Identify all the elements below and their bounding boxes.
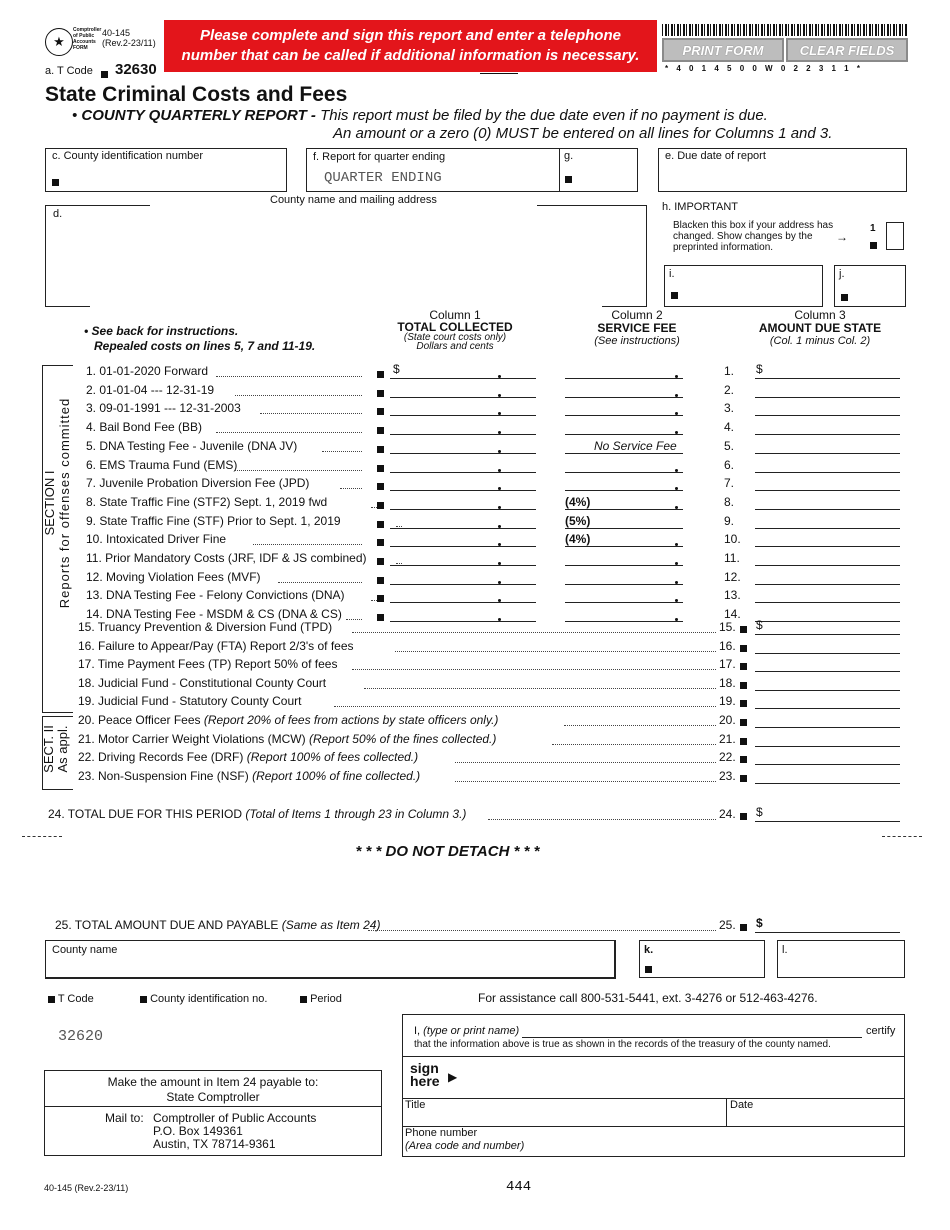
row-marker <box>740 775 747 782</box>
col2-input[interactable] <box>565 415 683 416</box>
col3-input[interactable] <box>755 746 900 747</box>
col2-input[interactable] <box>565 621 683 622</box>
mailing-label: County name and mailing address <box>270 194 437 206</box>
row-number: 17. <box>719 657 736 671</box>
row-label <box>78 639 354 653</box>
row-label <box>78 713 498 727</box>
k-label: k. <box>644 944 654 956</box>
subtitle-rest: This report must be filed by the due date even if no payment is due. <box>315 107 768 124</box>
row-number: 23. <box>719 769 736 783</box>
row-number: 9. <box>724 514 735 528</box>
col1-input[interactable] <box>390 565 536 566</box>
col2-input[interactable] <box>565 472 683 473</box>
row-label-note: (Report 20% of fees from actions by state officers only.) <box>203 713 499 727</box>
col1-input[interactable] <box>390 434 536 435</box>
title-label: Title <box>405 1099 426 1111</box>
tcode-marker <box>101 67 108 81</box>
address-changed-checkbox[interactable] <box>886 222 904 250</box>
row-marker <box>377 577 384 584</box>
row-number: 22. <box>719 750 736 764</box>
row-leader <box>334 706 716 707</box>
row-label: 9. State Traffic Fine (STF) Prior to Sept. 1, 2019 <box>86 514 341 528</box>
row-leader <box>340 488 362 489</box>
j-label: j. <box>839 268 845 280</box>
col3-input[interactable] <box>755 472 900 473</box>
row-label: 7. Juvenile Probation Diversion Fee (JPD) <box>86 476 310 490</box>
row-label: 6. EMS Trauma Fund (EMS) <box>86 458 238 472</box>
decimal-dot <box>498 431 501 434</box>
col3-input[interactable] <box>755 546 900 547</box>
col3-input[interactable] <box>755 764 900 765</box>
row-leader <box>235 470 362 471</box>
col3-input[interactable] <box>755 634 900 635</box>
row-marker <box>377 558 384 565</box>
decimal-dot <box>675 506 678 509</box>
due-date-box[interactable] <box>658 148 907 192</box>
payable-box <box>44 1070 382 1156</box>
col2-input[interactable] <box>565 602 683 603</box>
col1-input[interactable] <box>390 472 536 473</box>
period-bottom: Period <box>300 993 342 1005</box>
subtitle: • COUNTY QUARTERLY REPORT - This report must be filed by the due date even if no payment is due. <box>72 107 768 124</box>
row-label: 8. State Traffic Fine (STF2) Sept. 1, 2019 fwd <box>86 495 328 509</box>
certify-name-field[interactable] <box>522 1037 862 1038</box>
row-leader <box>346 619 362 620</box>
col3-input[interactable] <box>755 378 900 379</box>
row-marker <box>740 719 747 726</box>
county-name-box[interactable] <box>45 940 616 979</box>
row-leader <box>552 744 716 745</box>
dollar-sign: $ <box>756 362 763 376</box>
row-number: 5. <box>724 439 735 453</box>
certify-box <box>402 1014 905 1156</box>
col1-input[interactable] <box>390 453 536 454</box>
col1-input[interactable] <box>390 602 536 603</box>
row-marker <box>377 446 384 453</box>
row-marker <box>740 663 747 670</box>
col3-input[interactable] <box>755 602 900 603</box>
row-marker <box>377 614 384 621</box>
col3-header: Column 3 AMOUNT DUE STATE (Col. 1 minus Col. 2) <box>758 308 882 347</box>
col3-input[interactable] <box>755 453 900 454</box>
instruction-banner <box>164 20 657 72</box>
decimal-dot <box>675 412 678 415</box>
decimal-dot <box>498 618 501 621</box>
row-marker <box>740 626 747 633</box>
row-marker <box>377 595 384 602</box>
col2-line <box>565 453 683 454</box>
decimal-dot <box>498 599 501 602</box>
col2-note: (4%) <box>565 532 591 546</box>
col2-note: (4%) <box>565 495 591 509</box>
decimal-dot <box>498 506 501 509</box>
col2-input[interactable] <box>565 584 683 585</box>
county-name-label: County name <box>52 944 118 956</box>
col3-input[interactable] <box>755 565 900 566</box>
row-label: 1. 01-01-2020 Forward <box>86 364 209 378</box>
header-rule <box>480 73 518 74</box>
page-mark: 444 <box>506 1179 532 1195</box>
row-leader <box>278 582 362 583</box>
subtitle-line2: An amount or a zero (0) MUST be entered on all lines for Columns 1 and 3. <box>333 125 833 142</box>
row-label <box>78 769 420 783</box>
total24-input[interactable] <box>755 821 900 822</box>
address-changed-marker <box>870 238 877 252</box>
row-number: 21. <box>719 732 736 746</box>
tcode-bottom-value: 32620 <box>58 1028 104 1045</box>
row-leader <box>253 544 362 545</box>
row-label <box>78 694 301 708</box>
col2-input[interactable] <box>565 378 683 379</box>
row-label <box>78 620 332 634</box>
row-leader <box>488 819 716 820</box>
decimal-dot <box>498 450 501 453</box>
row-leader <box>395 651 716 652</box>
g-label: g. <box>564 150 574 162</box>
row-label: 14. DNA Testing Fee - MSDM & CS (DNA & CS) <box>86 607 342 621</box>
tcode-bottom: T Code <box>48 993 94 1005</box>
do-not-detach: * * * DO NOT DETACH * * * <box>355 843 540 860</box>
i-box[interactable] <box>664 265 823 307</box>
banner-line2: number that can be called if additional information is necessary. <box>181 47 640 64</box>
row-leader <box>564 725 716 726</box>
row-number: 4. <box>724 420 735 434</box>
col2-input[interactable] <box>565 490 683 491</box>
row-label-text: 15. Truancy Prevention & Diversion Fund (TPD) <box>78 620 333 634</box>
row-number: 14. <box>724 607 741 621</box>
total25-text: 25. TOTAL AMOUNT DUE AND PAYABLE <box>55 918 282 932</box>
dollar-sign: $ <box>756 916 763 930</box>
row-label: 11. Prior Mandatory Costs (JRF, IDF & JS combined) <box>86 551 367 565</box>
d-label: d. <box>53 208 63 220</box>
mail-line1: Comptroller of Public Accounts <box>153 1111 317 1125</box>
row-leader <box>455 762 716 763</box>
col3-input[interactable] <box>755 415 900 416</box>
col3-input[interactable] <box>755 653 900 654</box>
col3-input[interactable] <box>755 584 900 585</box>
row-label <box>78 657 337 671</box>
row-marker <box>377 483 384 490</box>
dollar-sign: $ <box>756 618 763 632</box>
row-number: 13. <box>724 588 741 602</box>
sign-arrow-icon: ▶ <box>448 1070 458 1084</box>
instructions-line1: • See back for instructions. <box>84 324 239 338</box>
j-box[interactable] <box>834 265 906 307</box>
row-marker <box>377 502 384 509</box>
mail-line3: Austin, TX 78714-9361 <box>153 1137 276 1151</box>
row-label: 12. Moving Violation Fees (MVF) <box>86 570 261 584</box>
total25-number: 25. <box>719 918 736 932</box>
row-label <box>78 732 496 746</box>
row-number: 8. <box>724 495 735 509</box>
col2-input[interactable] <box>565 397 683 398</box>
row-leader <box>352 669 716 670</box>
col3-input[interactable] <box>755 708 900 709</box>
col3-input[interactable] <box>755 528 900 529</box>
section1-label: SECTION I Reports for offenses committed <box>42 397 72 609</box>
row-leader <box>216 376 362 377</box>
quarter-label: f. Report for quarter ending <box>313 151 446 163</box>
footer-form-number: 40-145 (Rev.2-23/11) <box>44 1183 129 1193</box>
detach-right-rule <box>882 836 922 837</box>
total24-label <box>48 807 466 821</box>
decimal-dot <box>498 487 501 490</box>
payable-line2: State Comptroller <box>166 1090 260 1104</box>
col2-header: Column 2 SERVICE FEE (See instructions) <box>594 308 680 347</box>
section2-label: SECT. II As appl. <box>41 725 70 773</box>
row-marker <box>740 756 747 763</box>
row-number: 20. <box>719 713 736 727</box>
col3-input[interactable] <box>755 690 900 691</box>
form-number: 40-145 <box>102 28 131 38</box>
detach-left-rule <box>22 836 62 837</box>
decimal-dot <box>498 469 501 472</box>
row-number: 10. <box>724 532 741 546</box>
row-leader <box>322 451 362 452</box>
col2-input[interactable] <box>565 565 683 566</box>
col3-input[interactable] <box>755 621 900 622</box>
col1-input[interactable] <box>390 621 536 622</box>
arrow-icon: → <box>836 230 848 244</box>
decimal-dot <box>675 618 678 621</box>
instructions-line2: Repealed costs on lines 5, 7 and 11-19. <box>94 339 316 353</box>
row-label-text: 22. Driving Records Fee (DRF) <box>78 750 247 764</box>
row-label-text: 18. Judicial Fund - Constitutional County Court <box>78 676 327 690</box>
county-id-label: c. County identification number <box>52 150 204 162</box>
row-marker <box>740 682 747 689</box>
row-marker <box>740 924 747 931</box>
row-marker <box>377 539 384 546</box>
row-label: 5. DNA Testing Fee - Juvenile (DNA JV) <box>86 439 298 453</box>
col3-input[interactable] <box>755 671 900 672</box>
barcode <box>662 24 908 36</box>
decimal-dot <box>498 375 501 378</box>
payable-line1: Make the amount in Item 24 payable to: <box>107 1075 319 1089</box>
col3-input[interactable] <box>755 727 900 728</box>
row-label-text: 16. Failure to Appear/Pay (FTA) Report 2/3's of fees <box>78 639 354 653</box>
barcode-text: * 4 0 1 4 5 0 0 W 0 2 2 3 1 1 * <box>665 64 863 73</box>
decimal-dot <box>675 562 678 565</box>
mailing-box[interactable] <box>45 205 647 307</box>
mail-to-label: Mail to: <box>105 1111 144 1125</box>
row-label-text: 20. Peace Officer Fees <box>78 713 204 727</box>
col1-input[interactable] <box>390 546 536 547</box>
decimal-dot <box>498 562 501 565</box>
decimal-dot <box>675 469 678 472</box>
row-number: 11. <box>724 551 740 565</box>
phone-sub: (Area code and number) <box>405 1140 525 1152</box>
row-number: 18. <box>719 676 736 690</box>
quarter-box[interactable] <box>306 148 638 192</box>
decimal-dot <box>675 487 678 490</box>
row-marker <box>740 645 747 652</box>
decimal-dot <box>498 394 501 397</box>
tcode-label: a. T Code <box>45 65 93 77</box>
decimal-dot <box>498 412 501 415</box>
col2-input[interactable] <box>565 509 683 510</box>
col1-input[interactable] <box>390 397 536 398</box>
dollar-sign: $ <box>756 805 763 819</box>
row-label-text: 21. Motor Carrier Weight Violations (MCW) <box>78 732 309 746</box>
row-label-text: 17. Time Payment Fees (TP) Report 50% of fees <box>78 657 338 671</box>
row-number: 15. <box>719 620 736 634</box>
total24-text: 24. TOTAL DUE FOR THIS PERIOD <box>48 807 246 821</box>
print-form-button[interactable]: PRINT FORM <box>662 38 784 62</box>
row-number: 1. <box>724 364 735 378</box>
page-title: State Criminal Costs and Fees <box>45 83 348 106</box>
row-leader <box>396 563 402 564</box>
row-number: 2. <box>724 383 735 397</box>
dollar-sign: $ <box>393 362 400 376</box>
row-marker <box>740 700 747 707</box>
row-marker <box>740 813 747 820</box>
row-label: 13. DNA Testing Fee - Felony Convictions (DNA) <box>86 588 345 602</box>
col3-input[interactable] <box>755 509 900 510</box>
form-rev: (Rev.2-23/11) <box>102 38 156 48</box>
row-number: 12. <box>724 570 741 584</box>
row-label: 4. Bail Bond Fee (BB) <box>86 420 203 434</box>
important-text: Blacken this box if your address has changed. Show changes by the preprinted information. <box>673 220 834 253</box>
row-label-note: (Report 100% of fine collected.) <box>252 769 421 783</box>
certify-end: certify <box>866 1025 896 1037</box>
total24-note: (Total of Items 1 through 23 in Column 3.) <box>245 807 467 821</box>
seal-logo: ★ <box>45 28 73 56</box>
agency-label: Comptroller of Public Accounts FORM <box>73 27 102 51</box>
row-label: 10. Intoxicated Driver Fine <box>86 532 227 546</box>
col2-input[interactable] <box>565 434 683 435</box>
row-marker <box>740 738 747 745</box>
certify-line2: that the information above is true as shown in the records of the treasury of the county named. <box>414 1039 831 1050</box>
row-marker <box>377 521 384 528</box>
decimal-dot <box>675 431 678 434</box>
row-leader <box>396 526 402 527</box>
col1-input[interactable] <box>390 415 536 416</box>
row-marker <box>377 427 384 434</box>
row-marker <box>377 465 384 472</box>
row-number: 16. <box>719 639 736 653</box>
banner-line1: Please complete and sign this report and enter a telephone <box>200 27 621 44</box>
row-label-text: 23. Non-Suspension Fine (NSF) <box>78 769 253 783</box>
col3-input[interactable] <box>755 397 900 398</box>
row-number: 3. <box>724 401 735 415</box>
decimal-dot <box>498 525 501 528</box>
row-label-note: (Report 100% of fees collected.) <box>246 750 419 764</box>
col2-input[interactable] <box>565 528 683 529</box>
row-leader <box>260 413 362 414</box>
decimal-dot <box>675 599 678 602</box>
col2-note: No Service Fee <box>594 439 677 453</box>
col2-input[interactable] <box>565 546 683 547</box>
county-id-bottom: County identification no. <box>140 993 267 1005</box>
quarter-value[interactable]: QUARTER ENDING <box>324 170 442 186</box>
assistance-text: For assistance call 800-531-5441, ext. 3-4276 or 512-463-4276. <box>478 991 818 1005</box>
col1-input[interactable] <box>390 528 536 529</box>
row-label <box>78 750 418 764</box>
i-label: i. <box>669 268 675 280</box>
due-date-label: e. Due date of report <box>665 150 766 162</box>
row-leader <box>235 395 362 396</box>
important-label: h. IMPORTANT <box>662 201 738 213</box>
clear-fields-button[interactable]: CLEAR FIELDS <box>786 38 908 62</box>
col1-input[interactable] <box>390 509 536 510</box>
tcode-value: 32630 <box>115 61 157 78</box>
col3-input[interactable] <box>755 434 900 435</box>
col3-input[interactable] <box>755 783 900 784</box>
row-number: 19. <box>719 694 736 708</box>
decimal-dot <box>675 375 678 378</box>
l-box[interactable] <box>777 940 905 978</box>
row-marker <box>377 390 384 397</box>
row-number: 7. <box>724 476 735 490</box>
row-label-note: (Report 50% of the fines collected.) <box>308 732 497 746</box>
total25-input[interactable] <box>755 932 900 933</box>
row-label: 2. 01-01-04 --- 12-31-19 <box>86 383 215 397</box>
row-leader <box>352 632 716 633</box>
col1-input[interactable] <box>390 378 536 379</box>
subtitle-bold: COUNTY QUARTERLY REPORT - <box>81 107 316 124</box>
col3-input[interactable] <box>755 490 900 491</box>
row-label-text: 19. Judicial Fund - Statutory County Court <box>78 694 302 708</box>
row-leader <box>216 432 362 433</box>
row-leader <box>455 781 716 782</box>
decimal-dot <box>498 543 501 546</box>
county-id-box[interactable] <box>45 148 287 192</box>
row-label: 3. 09-01-1991 --- 12-31-2003 <box>86 401 241 415</box>
important-num: 1 <box>870 223 876 234</box>
col1-input[interactable] <box>390 490 536 491</box>
certify-line1: I, (type or print name) <box>414 1025 520 1037</box>
total25-label <box>55 918 380 932</box>
sign-here[interactable]: sign here <box>410 1060 440 1089</box>
col1-input[interactable] <box>390 584 536 585</box>
row-leader <box>368 930 716 931</box>
k-box[interactable] <box>639 940 765 978</box>
decimal-dot <box>675 543 678 546</box>
mail-line2: P.O. Box 149361 <box>153 1124 243 1138</box>
row-leader <box>364 688 716 689</box>
col2-note: (5%) <box>565 514 591 528</box>
row-number: 6. <box>724 458 735 472</box>
l-label: l. <box>782 944 788 956</box>
phone-label: Phone number <box>405 1127 478 1139</box>
row-marker <box>377 371 384 378</box>
col1-header: Column 1 TOTAL COLLECTED (State court costs only) Dollars and cents <box>397 308 513 352</box>
row-marker <box>377 408 384 415</box>
total25-note: (Same as Item 24) <box>281 918 381 932</box>
decimal-dot <box>675 394 678 397</box>
total24-number: 24. <box>719 807 736 821</box>
date-label: Date <box>730 1099 754 1111</box>
decimal-dot <box>498 581 501 584</box>
decimal-dot <box>675 581 678 584</box>
row-label <box>78 676 326 690</box>
